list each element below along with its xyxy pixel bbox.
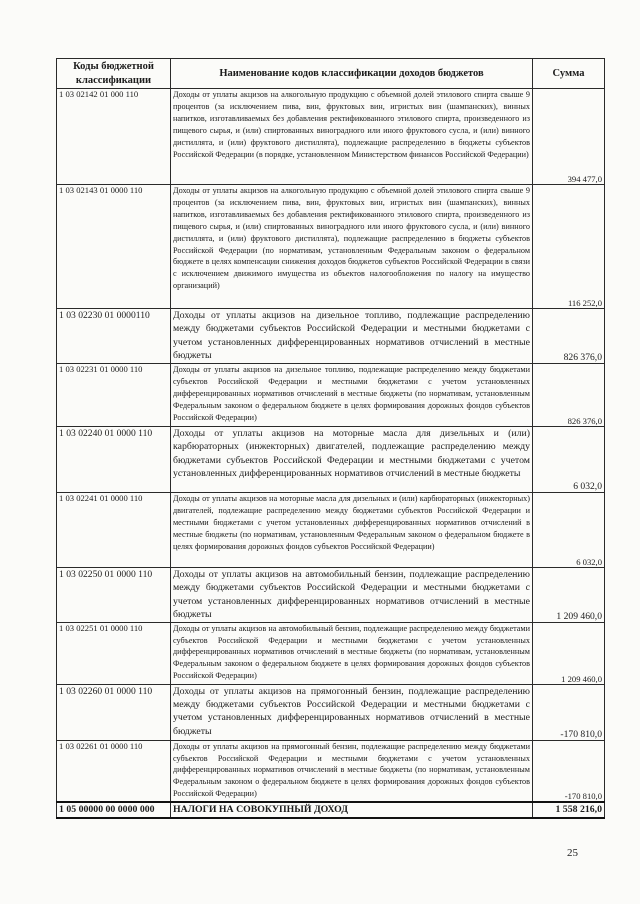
row-sum: 1 209 460,0 [533, 568, 605, 623]
header-name: Наименование кодов классификации доходов бюджетов [171, 59, 533, 89]
total-sum: 1 558 216,0 [533, 802, 605, 818]
row-code: 1 03 02240 01 0000 110 [57, 427, 171, 493]
row-sum: -170 810,0 [533, 740, 605, 802]
row-code: 1 03 02251 01 0000 110 [57, 622, 171, 684]
row-sum: 6 032,0 [533, 427, 605, 493]
row-name: Доходы от уплаты акцизов на моторные масла для дизельных и (или) карбюраторных (инжекторных) двигателей, подлежащие распределению между бюджетами субъектов Российской Федерации и местными бюджетами с учетом установленных дифференцированных нормативов отчислений в местные бюджеты [171, 427, 533, 493]
table-row [57, 684, 605, 740]
row-sum: -170 810,0 [533, 684, 605, 740]
row-sum: 826 376,0 [533, 364, 605, 427]
table-row [57, 309, 605, 364]
table-row [57, 364, 605, 427]
revenue-classification-table [56, 58, 605, 819]
row-name: Доходы от уплаты акцизов на моторные масла для дизельных и (или) карбюраторных (инжекторных) двигателей, подлежащие распределению между бюджетами субъектов Российской Федерации и местными бюджетами с учетом установленных дифференцированных нормативов отчислений в местные бюджеты (по нормативам, установленным Федеральным законом о федеральном бюджете в целях формирования дорожных фондов субъектов Российской Федерации) [171, 493, 533, 568]
table-row [57, 89, 605, 185]
row-name: Доходы от уплаты акцизов на алкогольную продукцию с объемной долей этилового спирта свыше 9 процентов (за исключением пива, вин, фруктовых вин, игристых вин (шампанских), винных напитков, изготавливаемых без добавления ректификованного этилового спирта, произведенного из пищевого сырья, и (или) спиртованных виноградного или иного фруктового сусла, и (или) винного дистиллята, и (или) фруктового дистиллята), подлежащие распределению в бюджеты субъектов Российской Федерации (в порядке, установленном Министерством финансов Российской Федерации) [171, 89, 533, 185]
row-name: Доходы от уплаты акцизов на алкогольную продукцию с объемной долей этилового спирта свыше 9 процентов (за исключением пива, вин, фруктовых вин, игристых вин (шампанских), винных напитков, изготавливаемых без добавления ректификованного этилового спирта, произведенного из пищевого сырья, и (или) спиртованных виноградного или иного фруктового сусла, и (или) винного дистиллята, и (или) фруктового дистиллята), подлежащие распределению в бюджеты субъектов Российской Федерации (по нормативам, установленным Федеральным законом о федеральном бюджете в целях компенсации снижения доходов бюджетов субъектов Российской Федерации в связи с исключением движимого имущества из объектов налогообложения по налогу на имущество организаций) [171, 185, 533, 309]
total-code: 1 05 00000 00 0000 000 [57, 802, 171, 818]
row-code: 1 03 02143 01 0000 110 [57, 185, 171, 309]
row-name: Доходы от уплаты акцизов на дизельное топливо, подлежащие распределению между бюджетами субъектов Российской Федерации и местными бюджетами с учетом установленных дифференцированных нормативов отчислений в местные бюджеты (по нормативам, установленным Федеральным законом о федеральном бюджете в целях формирования дорожных фондов субъектов Российской Федерации) [171, 364, 533, 427]
table-row [57, 622, 605, 684]
row-name: Доходы от уплаты акцизов на дизельное топливо, подлежащие распределению между бюджетами субъектов Российской Федерации и местными бюджетами с учетом установленных дифференцированных нормативов отчислений в местные бюджеты [171, 309, 533, 364]
row-code: 1 03 02230 01 0000110 [57, 309, 171, 364]
row-name: Доходы от уплаты акцизов на автомобильный бензин, подлежащие распределению между бюджетами субъектов Российской Федерации и местными бюджетами с учетом установленных дифференцированных нормативов отчислений в местные бюджеты (по нормативам, установленным Федеральным законом о федеральном бюджете в целях формирования дорожных фондов субъектов Российской Федерации) [171, 622, 533, 684]
header-sum: Сумма [533, 59, 605, 89]
table-header-row [57, 59, 605, 89]
row-sum: 394 477,0 [533, 89, 605, 185]
row-name: Доходы от уплаты акцизов на прямогонный бензин, подлежащие распределению между бюджетами субъектов Российской Федерации и местными бюджетами с учетом установленных дифференцированных нормативов отчислений в местные бюджеты (по нормативам, установленным Федеральным законом о федеральном бюджете в целях формирования дорожных фондов субъектов Российской Федерации) [171, 740, 533, 802]
total-name: НАЛОГИ НА СОВОКУПНЫЙ ДОХОД [171, 802, 533, 818]
table-row [57, 568, 605, 623]
table-total-row [57, 802, 605, 818]
table-row [57, 185, 605, 309]
row-sum: 6 032,0 [533, 493, 605, 568]
page-number: 25 [567, 847, 578, 859]
row-sum: 1 209 460,0 [533, 622, 605, 684]
table-row [57, 740, 605, 802]
row-code: 1 03 02260 01 0000 110 [57, 684, 171, 740]
table-row [57, 493, 605, 568]
row-code: 1 03 02142 01 000 110 [57, 89, 171, 185]
row-sum: 826 376,0 [533, 309, 605, 364]
row-name: Доходы от уплаты акцизов на прямогонный бензин, подлежащие распределению между бюджетами субъектов Российской Федерации и местными бюджетами с учетом установленных дифференцированных нормативов отчислений в местные бюджеты [171, 684, 533, 740]
row-code: 1 03 02241 01 0000 110 [57, 493, 171, 568]
row-code: 1 03 02250 01 0000 110 [57, 568, 171, 623]
header-codes: Коды бюджетной классификации [57, 59, 171, 89]
row-name: Доходы от уплаты акцизов на автомобильный бензин, подлежащие распределению между бюджетами субъектов Российской Федерации и местными бюджетами с учетом установленных дифференцированных нормативов отчислений в местные бюджеты [171, 568, 533, 623]
row-sum: 116 252,0 [533, 185, 605, 309]
row-code: 1 03 02261 01 0000 110 [57, 740, 171, 802]
table-row [57, 427, 605, 493]
row-code: 1 03 02231 01 0000 110 [57, 364, 171, 427]
